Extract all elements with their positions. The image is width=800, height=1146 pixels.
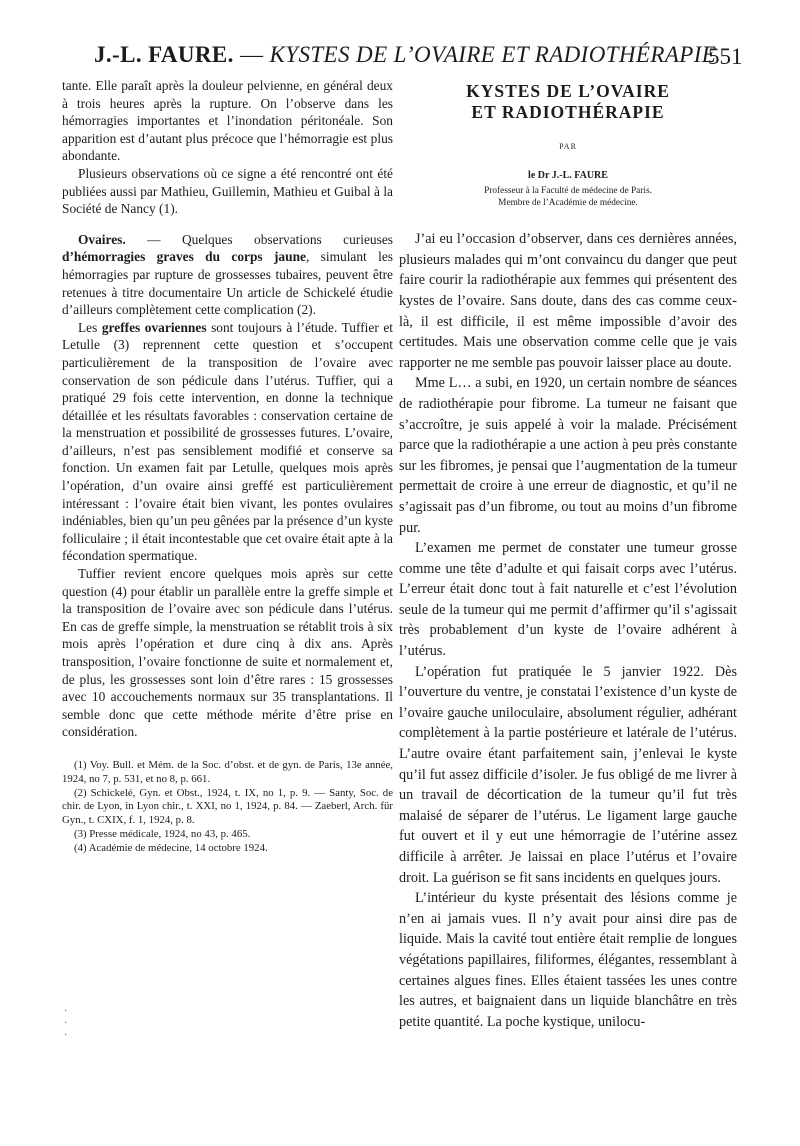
left-paragraph-ovaires xyxy=(62,231,393,319)
par-label: PAR xyxy=(559,142,577,151)
running-head xyxy=(94,42,744,68)
stray-mark: · xyxy=(64,1029,68,1041)
right-paragraph-3: L’examen me permet de constater une tumeur grosse comme une tête d’adulte et qui faisait corps avec l’utérus. L’erreur était donc tout à fait naturelle et c’est l’évolution seule de la tumeur qui me permit d’affirmer qu’il s’agissait très probablement d’un kyste de l’ovaire adhérent à l’utérus. xyxy=(399,540,737,660)
right-column xyxy=(399,77,737,1032)
article-title-line: ET RADIOTHÉRAPIE xyxy=(471,102,665,122)
right-paragraph-2: Mme L… a subi, en 1920, un certain nombre de séances de radiothérapie pour fibrome. La tumeur ne faisant que s’accroître, je suis appelé à voir la malade. Précisément parce que la radiothérapie a une action à peu près constante sur les fibromes, je pensai que l’augmentation de la tumeur permettait de croire à une erreur de diagnostic, et qu’il ne s’agissait pas d’un fibrome, ou tout au moins d’un fibrome pur. xyxy=(399,375,737,536)
left-paragraph-1: tante. Elle paraît après la douleur pelvienne, en général deux à trois heures après la rupture. On l’observe dans les hémorragies importantes et l’inondation péritonéale. Son apparition est d’autant plus précoce que l’hémorragie est plus abondante. xyxy=(62,78,393,164)
footnotes xyxy=(62,759,393,856)
footnote: (1) Voy. Bull. et Mém. de la Soc. d’obst. et de gyn. de Paris, 13e année, 1924, no 7, p. 531, et no 8, p. 661. xyxy=(62,758,393,785)
right-paragraph-1: J’ai eu l’occasion d’observer, dans ces dernières années, plusieurs malades qui m’ont convaincu du danger que peut faire courir la radiothérapie aux femmes qui présentent des kystes de l’ovaire. Sans doute, dans des cas comme ceux-là, il est difficile, il est même impossible d’avoir des certitudes. Mais une observation comme celle que je vais rapporter ne me semble pas pouvoir laisser place au doute. xyxy=(399,231,737,371)
left-column xyxy=(62,77,393,1042)
left-text: sont toujours à l’étude. Tuffier et Letulle (3) reprennent cette question et s’occupent particulièrement de la transposition de l’ovaire avec conservation de son pédicule dans l’utérus. Tuffier, qui a pratiqué 29 fois cette intervention, en donne la technique détaillée et les résultats favorables : conservation certaine de la menstruation et possibilité de grossesses futures. L’ovaire, d’ailleurs, n’est pas sensiblement modifié et conserve sa fonction. Un examen fait par Letulle, quelques mois après l’opération, d’un ovaire ainsi greffé est particulièrement intéressant : l’ovaire était bien vivant, les pontes ovulaires indéniables, bien qu’un peu gênées par la présence d’un kyste folliculaire ; il était incontestable que cet ovaire était apte à la fécondation spermatique. xyxy=(62,319,393,564)
stray-marks xyxy=(62,1006,393,1042)
keyword-greffes: greffes ovariennes xyxy=(101,319,207,335)
left-paragraph-2: Plusieurs observations où ce signe a été rencontré ont été publiées aussi par Mathieu, Guillemin, Mathieu et Guibal à la Société de Nancy (1). xyxy=(62,165,393,217)
running-head-dash: — xyxy=(233,42,270,67)
article-title-line: KYSTES DE L’OVAIRE xyxy=(466,81,670,101)
footnote: (4) Académie de médecine, 14 octobre 1924. xyxy=(74,841,268,854)
running-head-author: J.-L. FAURE. xyxy=(94,42,234,67)
right-paragraph-4: L’opération fut pratiquée le 5 janvier 1922. Dès l’ouverture du ventre, je constatai l’existence d’un kyste de l’ovaire gauche uniloculaire, absolument régulier, adhérant complètement à la partie postérieure et latérale de l’utérus. L’autre ovaire étant parfaitement sain, j’enlevai le kyste qu’il fut assez difficile d’isoler. Je fus obligé de me livrer à un travail de décortication de la tumeur qu’il fut très malaisé de séparer de l’utérus. Le ligament large gauche fut ouvert et il y eut une hémorragie de l’utérine assez difficile à arrêter. Je laissai en place l’utérus et l’ovaire droit. La guérison se fit sans incidents en quelques jours. xyxy=(399,663,737,886)
footnote: (3) Presse médicale, 1924, no 43, p. 465. xyxy=(74,827,251,840)
author-byline: le Dr J.-L. FAURE xyxy=(528,169,608,181)
page-number: 551 xyxy=(708,44,743,69)
left-text: Les xyxy=(78,319,102,335)
section-heading-ovaires: Ovaires. xyxy=(78,231,126,247)
left-text: , simulant les hémorragies par rupture de grossesses tubaires, peuvent être retenues à titre documentaire Un article de Schickelé étudie d’ailleurs complètement cette complication (2). xyxy=(62,249,393,318)
running-head-title: KYSTES DE L’OVAIRE ET RADIOTHÉRAPIE xyxy=(269,42,717,67)
footnote: (2) Schickelé, Gyn. et Obst., 1924, t. IX, no 1, p. 9. — Santy, Soc. de chir. de Lyon, in Lyon chir., t. XXI, no 1, 1924, p. 84. — Zaeberl, Arch. für Gyn., t. CXIX, f. 1, 1924, p. 8. xyxy=(62,786,393,827)
left-paragraph-greffes xyxy=(62,319,393,565)
keyword-hemorragies: d’hémorragies graves du corps jaune xyxy=(62,249,306,265)
footnote-separator xyxy=(62,741,393,749)
left-text: — Quelques observations curieuses xyxy=(125,231,393,247)
author-affiliation: Professeur à la Faculté de médecine de Paris. xyxy=(484,186,652,197)
left-paragraph-5: Tuffier revient encore quelques mois après sur cette question (4) pour établir un parallèle entre la greffe simple et la transposition de l’ovaire avec son pédicule dans l’utérus. En cas de greffe simple, la menstruation se rétablit trois à six mois après l’opération et dure cinq à dix ans. Après transposition, l’ovaire fonctionne de suite et normalement et, de plus, les grossesses sont loin d’être rares : 15 grossesses avec 10 accouchements normaux sur 35 transplantations. Il semble donc que cette méthode mérite d’être prise en considération. xyxy=(62,566,393,740)
stray-mark: · xyxy=(64,1005,68,1017)
author-affiliation: Membre de l’Académie de médecine. xyxy=(498,197,638,208)
stray-mark: · xyxy=(64,1017,68,1029)
article-title xyxy=(399,81,737,123)
right-paragraph-5: L’intérieur du kyste présentait des lésions comme je n’en ai jamais vues. Il n’y avait pour ainsi dire pas de liquide. Mais la cavité tout entière était remplie de longues végétations papillaires, filiformes, élégantes, ressemblant à certaines algues fines. Elles étaient tassées les unes contre les autres, et baignaient dans un liquide blanchâtre en très petite quantité. La poche kystique, unilocu- xyxy=(399,890,737,1030)
